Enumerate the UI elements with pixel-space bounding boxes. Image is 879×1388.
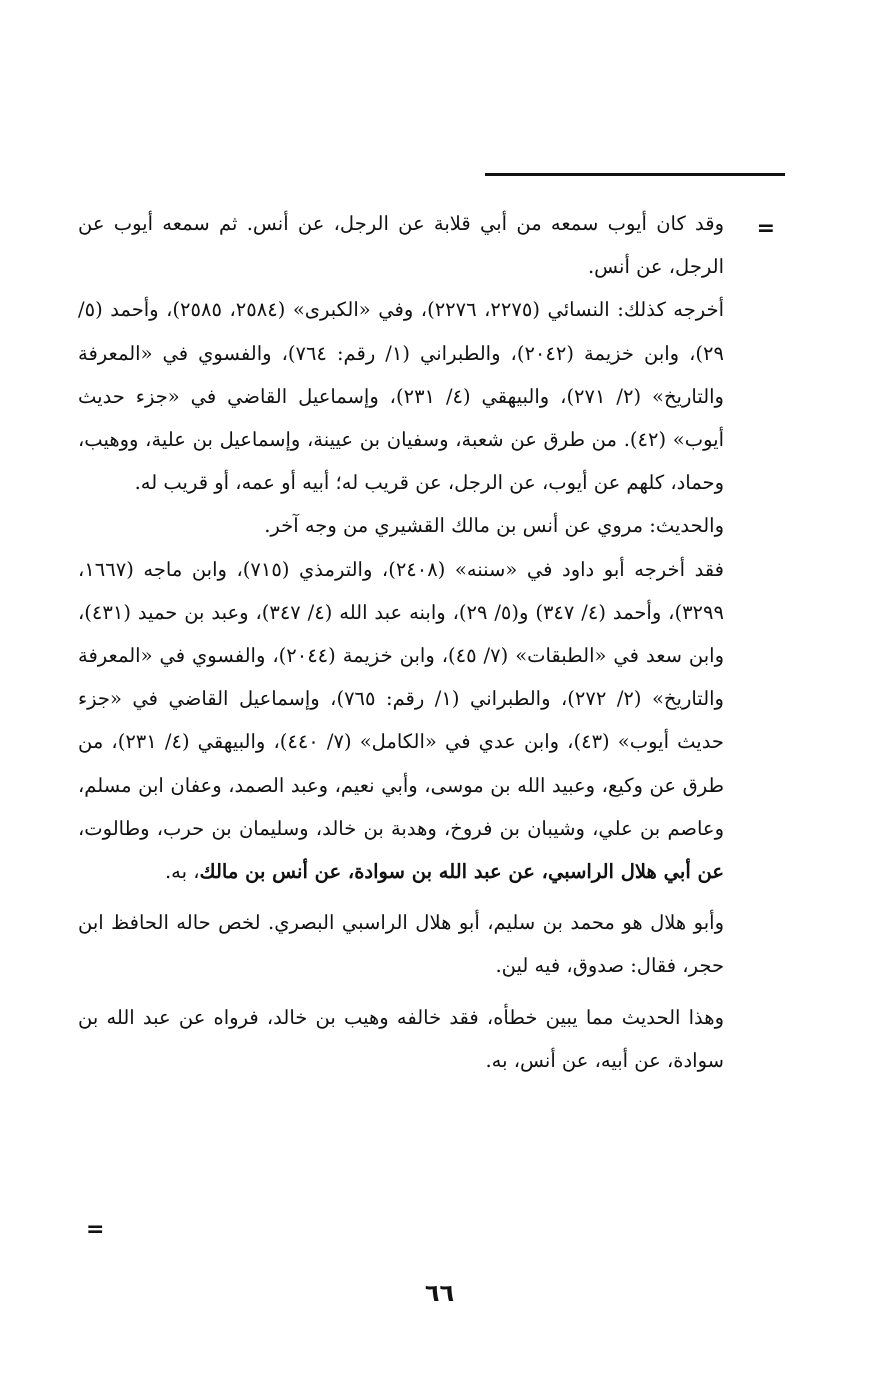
paragraph-3: والحديث: مروي عن أنس بن مالك القشيري من وجه آخر. — [264, 514, 724, 538]
paragraph-4-tail: ، به. — [164, 860, 200, 884]
paragraph-4 — [78, 548, 724, 894]
footnote-body — [78, 202, 724, 1082]
paragraph-6: وهذا الحديث مما يبين خطأه، فقد خالفه وهيب بن خالد، فرواه عن عبد الله بن سوادة، عن أبيه، عن أنس، به. — [78, 1005, 724, 1072]
paragraph-4-text: فقد أخرجه أبو داود في «سننه» (٢٤٠٨)، والترمذي (٧١٥)، وابن ماجه (١٦٦٧، ٣٢٩٩)، وأحمد (٤/ ٣٤٧) و(٥/ ٢٩)، وابنه عبد الله (٤/ ٣٤٧)، وعبد بن حميد (٤٣١)، وابن سعد في «الطبقات» (٧/ ٤٥)، وابن خزيمة (٢٠٤٤)، والفسوي في «المعرفة والتاريخ» (٢/ ٢٧٢)، والطبراني (١/ رقم: ٧٦٥)، وإسماعيل القاضي في «جزء حديث أيوب» (٤٣)، وابن عدي في «الكامل» (٧/ ٤٤٠)، والبيهقي (٤/ ٢٣١)، من طرق عن وكيع، وعبيد الله بن موسى، وأبي نعيم، وعبد الصمد، وعفان ابن مسلم، وعاصم بن علي، وشيبان بن فروخ، وهدبة بن خالد، وسليمان بن حرب، وطالوت، — [78, 557, 725, 840]
footnote-separator-rule — [485, 173, 785, 176]
continuation-mark-top: = — [756, 216, 775, 241]
paragraph-5: وأبو هلال هو محمد بن سليم، أبو هلال الراسبي البصري. لخص حاله الحافظ ابن حجر، فقال: صدوق، فيه لين. — [78, 911, 724, 978]
paragraph-1: وقد كان أيوب سمعه من أبي قلابة عن الرجل، عن أنس. ثم سمعه أيوب عن الرجل، عن أنس. — [78, 212, 724, 279]
paragraph-4-bold-isnad: عن أبي هلال الراسبي، عن عبد الله بن سوادة، عن أنس بن مالك — [199, 860, 724, 884]
paragraph-2: أخرجه كذلك: النسائي (٢٢٧٥، ٢٢٧٦)، وفي «الكبرى» (٢٥٨٤، ٢٥٨٥)، وأحمد (٥/ ٢٩)، وابن خزيمة (٢٠٤٢)، والطبراني (١/ رقم: ٧٦٤)، والفسوي في «المعرفة والتاريخ» (٢/ ٢٧١)، والبيهقي (٤/ ٢٣١)، وإسماعيل القاضي في «جزء حديث أيوب» (٤٢). من طرق عن شعبة، وسفيان بن عيينة، وإسماعيل بن علية، ووهيب، وحماد، كلهم عن أيوب، عن الرجل، عن قريب له؛ أبيه أو عمه، أو قريب له. — [78, 298, 725, 495]
page-number: ٦٦ — [424, 1279, 455, 1307]
continuation-mark-bottom: = — [86, 1217, 105, 1242]
